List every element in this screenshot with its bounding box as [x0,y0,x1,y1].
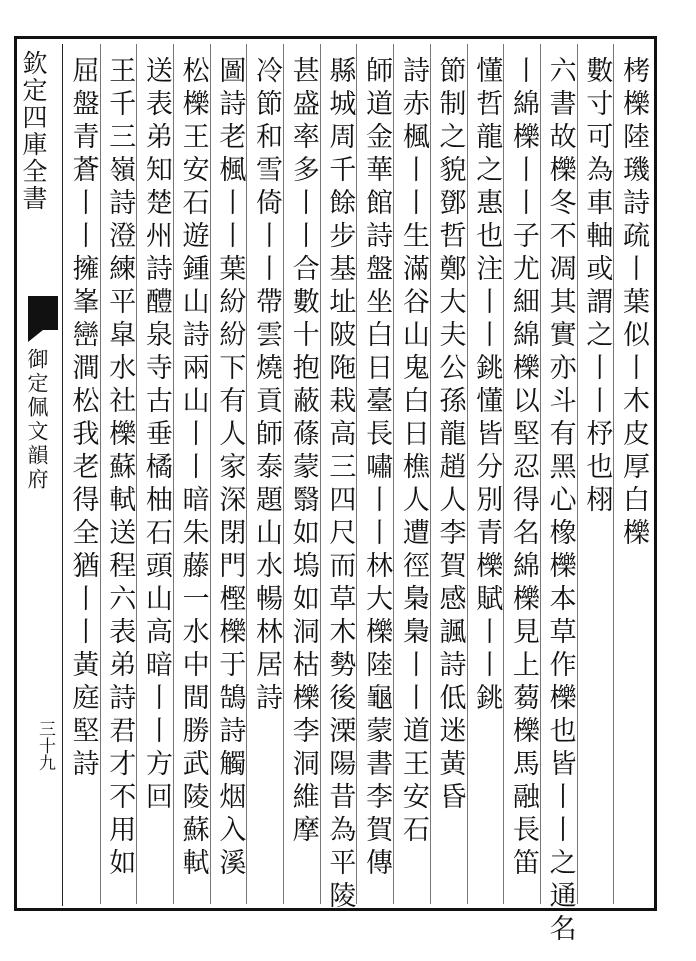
column-rule [356,44,357,904]
text-column-line: 詩赤楓丨丨生滿谷山鬼白日樵人遭徑梟梟丨丨道王安石 [397,56,429,848]
text-column-line: 懂哲龍之惠也注丨丨銚懂皆分別青櫟賦丨丨銚 [471,56,503,716]
page-number: 三十九 [35,720,55,771]
text-column-line: 丨綿櫟丨丨子尤細綿櫟以堅忍得名綿櫟見上蒭櫟馬融長笛 [507,56,539,881]
text-column-line: 六書故櫟冬不凋其實亦斗有黑心橡櫟本草作櫟也皆丨丨之通名 [544,56,576,947]
text-column-line: 王千三嶺詩澄練平皐水社櫟蘇軾送程六表弟詩君才不用如 [104,56,136,881]
text-column-line: 冷節和雪倚丨丨帶雲燒貢師泰題山水暢林居詩 [251,56,282,716]
text-column-line: 節制之貌鄧哲鄭大夫公孫龍趙人李賀感諷詩低迷黃昏 [434,56,466,815]
text-column [61,56,105,904]
text-column-line: 甚盛率多丨丨合數十抱蔽蓧蒙翳如塢如洞枯櫟李洞維摩 [287,56,319,848]
column-rule [173,44,174,904]
fishtail-mark [28,296,58,330]
text-column-line: 松櫟王安石遊鍾山詩兩山丨丨暗朱藤一水中間勝武陵蘇軾 [177,56,209,881]
column-rule [320,44,321,904]
text-column-line: 數寸可為車軸或謂之丨丨杼也栩 [581,56,613,518]
column-rule [577,44,578,904]
text-column-line: 送表弟知楚州詩醴泉寺古垂橘柚石頭山高暗丨丨方回 [140,56,172,815]
column-rule [246,44,247,904]
book-subtitle: 御定佩文韻府 [25,348,49,492]
text-column-line: 圖詩老楓丨丨葉紛紛下有人家深閉門樫櫟于鵠詩觸烟入溪 [214,56,246,881]
column-rule [136,44,137,904]
column-rule [283,44,284,904]
column-rule [210,44,211,904]
column-rule [467,44,468,904]
column-rule [430,44,431,904]
text-column-line: 屈盤青蒼丨丨擁峯巒澗松我老得全猶丨丨黃庭堅詩 [67,56,99,782]
text-column-line: 縣城周千餘步基址陂陁栽高三四尺而草木勢後溧陽昔為平陵 [324,56,356,914]
column-rule [503,44,504,904]
text-body [62,44,651,947]
column-rule [100,44,101,904]
text-column-line: 栲櫟陸璣詩疏丨葉似丨木皮厚白櫟 [618,56,649,551]
column-rule [540,44,541,904]
column-rule [393,44,394,904]
text-column-line: 師道金華館詩盤坐白日臺長嘯丨丨林大櫟陸龜蒙書李賀傳 [361,56,393,881]
column-rule [613,44,614,904]
book-title: 欽定四庫全書 [19,50,48,212]
